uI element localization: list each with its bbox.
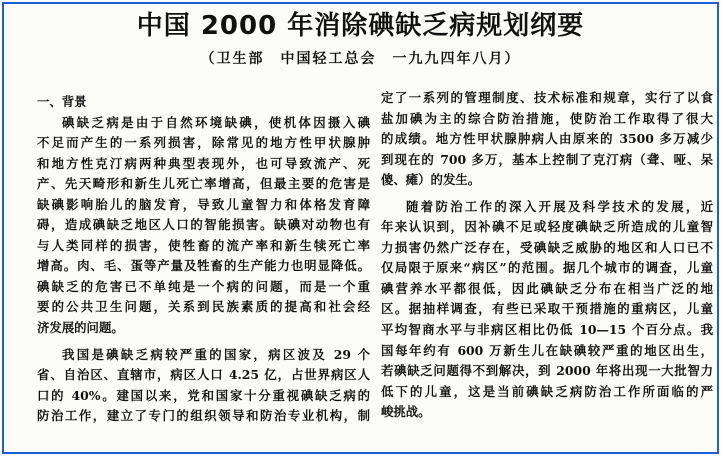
text-line: 平均智商水平与非病区相比仍低 10—15 个百分点。我 — [381, 322, 713, 338]
text-line: 年来认识到，因补碘不足或轻度碘缺乏所造成的儿童智 — [381, 219, 713, 235]
text-line: 省、自治区、直辖市，病区人口 4.25 亿，占世界病区人 — [37, 367, 370, 383]
text-line: 国每年约有 600 万新生儿在缺碘较严重的地区出生， — [381, 342, 713, 358]
text-line: 口的 40%。建国以来，党和国家十分重视碘缺乏病的 — [37, 387, 370, 403]
text-line: 增高。肉、毛、蛋等产量及牲畜的生产能力也明显降低。 — [37, 258, 370, 274]
document-title: 中国 2000 年消除碘缺乏病规划纲要 — [136, 11, 585, 41]
text-line: 碘缺乏的危害已不单纯是一个病的问题，而是一个重 — [37, 278, 370, 294]
text-line: 不足而产生的一系列损害，除常见的地方性甲状腺肿 — [37, 135, 370, 151]
text-line: 与人类同样的损害，使牲畜的流产率和新生犊死亡率 — [37, 237, 370, 253]
document-frame — [2, 2, 719, 454]
text-line: 定了一系列的管理制度、技术标准和规章，实行了以食 — [381, 90, 713, 105]
text-line: 傻、瘫）的发生。 — [381, 172, 481, 188]
text-line: 盐加碘为主的综合防治措施，使防治工作取得了很大 — [381, 110, 713, 126]
text-line: 要的公共卫生问题，关系到民族素质的提高和社会经 — [37, 299, 370, 315]
right-column — [381, 88, 713, 423]
text-line: 缺碘影响胎儿的脑发育，导致儿童智力和体格发育障 — [37, 196, 370, 212]
document-subtitle: （卫生部 中国轻工总会 一九九四年八月） — [200, 51, 521, 67]
text-line: 到现在的 700 多万，基本上控制了克汀病（聋、哑、呆 — [381, 151, 713, 167]
text-line: 防治工作，建立了专门的组织领导和防治专业机构，制 — [37, 408, 370, 424]
text-line: 随着防治工作的深入开展及科学技术的发展，近 — [406, 198, 713, 214]
right-paragraph-2 — [381, 197, 713, 423]
text-line: 济发展的问题。 — [37, 320, 124, 336]
text-line: 产、先天畸形和新生儿死亡率增高，但最主要的危害是 — [37, 176, 370, 192]
text-line: 仅局限于原来“病区”的范围。据几个城市的调查，儿童 — [381, 260, 713, 276]
text-line: 碘营养水平都很低，因此碘缺乏分布在相当广泛的地 — [381, 280, 713, 296]
left-column — [37, 92, 370, 427]
text-line: 区。据抽样调查，有些已采取干预措施的重病区，儿童 — [381, 301, 713, 317]
text-line: 碘缺乏病是由于自然环境缺碘，使机体因摄入碘 — [62, 114, 370, 130]
text-line: 的成绩。地方性甲状腺肿病人由原来的 3500 多万减少 — [381, 131, 713, 147]
text-line: 碍，造成碘缺乏地区人口的智能损害。缺碘对动物也有 — [37, 217, 370, 233]
text-line: 峻挑战。 — [381, 404, 431, 420]
text-line: 力损害仍然广泛存在，受碘缺乏威胁的地区和人口已不 — [381, 239, 713, 255]
text-line: 我国是碘缺乏病较严重的国家，病区波及 29 个 — [62, 346, 370, 362]
section-heading: 一、背景 — [37, 94, 87, 109]
text-line: 低下的儿童，这是当前碘缺乏病防治工作所面临的严 — [381, 383, 713, 399]
text-line: 和地方性克汀病两种典型表现外，也可导致流产、死 — [37, 155, 370, 171]
left-paragraph-1 — [37, 113, 370, 339]
text-line: 若碘缺乏问题得不到解决，到 2000 年将出现一大批智力 — [381, 363, 713, 379]
right-paragraph-1 — [381, 88, 713, 191]
left-paragraph-2 — [37, 345, 370, 427]
